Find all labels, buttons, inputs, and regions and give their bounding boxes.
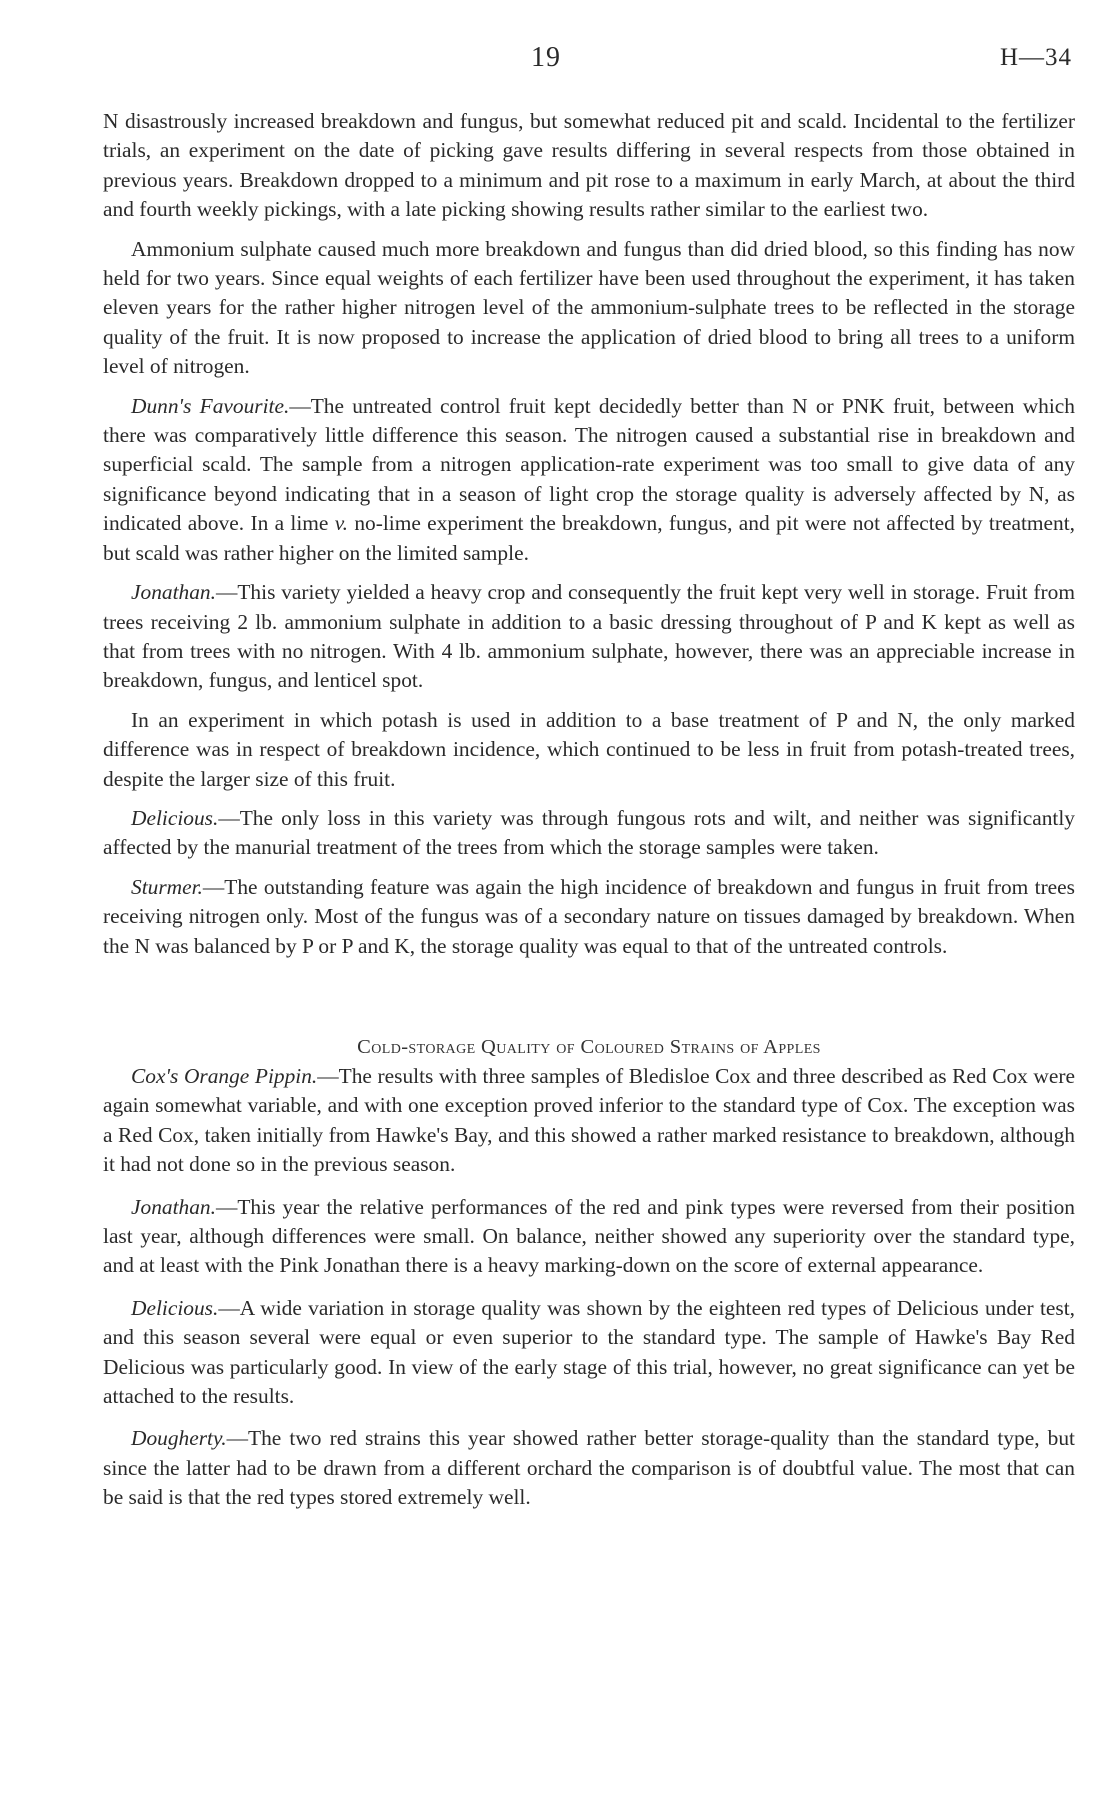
variety-title: Dougherty.: [131, 1426, 227, 1451]
paragraph-breakdown-results: [103, 107, 1075, 225]
paragraph-text: —This year the relative performances of the red and pink types were reversed from their position last year, although differences were small. On balance, neither showed any superiority over the standard type, and at least with the Pink Jonathan there is a heavy marking-down on the score of external appearance.: [103, 1194, 1075, 1278]
paragraph-text: —The outstanding feature was again the high incidence of breakdown and fungus in fruit from trees receiving nitrogen only. Most of the fungus was of a secondary nature on tissues damaged by breakdown. When the N was balanced by P or P and K, the storage quality was equal to that of the untreated controls.: [103, 874, 1075, 958]
paragraph-sturmer: [103, 873, 1075, 961]
paragraph-text: —The untreated control fruit kept decidedly better than N or PNK fruit, between which there was comparatively little difference this season. The nitrogen caused a substantial rise in breakdown and superficial scald. The sample from a nitrogen application-rate experiment was too small to give data of any significance beyond indicating that in a season of light crop the storage quality is adversely affected by N, as indicated above. In a lime: [103, 393, 1075, 536]
paragraph-text: —The two red strains this year showed rather better storage-quality than the standard type, but since the latter had to be drawn from a different orchard the comparison is of doubtful value. The most that can be said is that the red types stored extremely well.: [103, 1426, 1075, 1510]
paragraph-dunns-favourite: [103, 392, 1075, 568]
section-heading: Cold-storage Quality of Coloured Strains of Apples: [357, 1035, 821, 1058]
page-header: [0, 42, 1114, 82]
paragraph-text: —This variety yielded a heavy crop and consequently the fruit kept very well in storage. Fruit from trees receiving 2 lb. ammonium sulphate in addition to a basic dressing throughout of P and K kept as well as that from trees with no nitrogen. With 4 lb. ammonium sulphate, however, there was an appreciable increase in breakdown, fungus, and lenticel spot.: [103, 580, 1075, 693]
variety-title: Jonathan.: [131, 1194, 216, 1219]
page-number: 19: [531, 42, 561, 73]
paragraph-text: —A wide variation in storage quality was shown by the eighteen red types of Delicious under test, and this season several were equal or even superior to the standard type. The sample of Hawke's Bay Red Delicious was particularly good. In view of the early stage of this trial, however, no great significance can yet be attached to the results.: [103, 1295, 1075, 1409]
paragraph-text: no-lime experiment the breakdown, fungus, and pit were not affected by treatment, but scald was rather higher on the limited sample.: [103, 511, 1076, 565]
variety-title: Cox's Orange Pippin.: [131, 1063, 318, 1088]
paragraph-text: —The results with three samples of Bledisloe Cox and three described as Red Cox were again somewhat variable, and with one exception proved inferior to the standard type of Cox. The exception was a Red Cox, taken initially from Hawke's Bay, and this showed a rather marked resistance to breakdown, although it had not done so in the previous season.: [103, 1063, 1075, 1177]
paragraph-ammonium-sulphate: [103, 235, 1075, 382]
paragraph-text: Ammonium sulphate caused much more breakdown and fungus than did dried blood, so this finding has now held for two years. Since equal weights of each fertilizer have been used throughout the experiment, it has taken eleven years for the rather higher nitrogen level of the ammonium-sulphate trees to be reflected in the storage quality of the fruit. It is now proposed to increase the application of dried blood to bring all trees to a uniform level of nitrogen.: [103, 236, 1075, 379]
variety-title: Sturmer.: [131, 874, 203, 899]
page-body: [103, 107, 1075, 1513]
versus-abbrev: v.: [334, 511, 349, 536]
paragraph-text: N disastrously increased breakdown and fungus, but somewhat reduced pit and scald. Incidental to the fertilizer trials, an experiment on the date of picking gave results differing in several respects from those obtained in previous years. Breakdown dropped to a minimum and pit rose to a maximum in early March, at about the third and fourth weekly pickings, with a late picking showing results rather similar to the earliest two.: [103, 109, 1075, 222]
variety-title: Delicious.: [131, 805, 219, 830]
paragraph-potash-experiment: [103, 706, 1075, 794]
paragraph-dougherty: [103, 1424, 1075, 1512]
paragraph-delicious: [103, 804, 1075, 863]
paragraph-coxs-orange-pippin: [103, 1062, 1075, 1180]
paragraph-delicious-strains: [103, 1294, 1075, 1412]
document-reference: H—34: [999, 44, 1072, 71]
variety-title: Jonathan.: [131, 580, 216, 605]
paragraph-text: In an experiment in which potash is used in addition to a base treatment of P and N, the only marked difference was in respect of breakdown incidence, which continued to be less in fruit from potash-treated trees, despite the larger size of this fruit.: [103, 707, 1075, 791]
variety-title: Dunn's Favourite.: [131, 393, 290, 418]
paragraph-jonathan: [103, 578, 1075, 696]
variety-title: Delicious.: [131, 1295, 219, 1320]
paragraph-text: —The only loss in this variety was through fungous rots and wilt, and neither was significantly affected by the manurial treatment of the trees from which the storage samples were taken.: [103, 805, 1075, 860]
paragraph-jonathan-strains: [103, 1193, 1075, 1281]
